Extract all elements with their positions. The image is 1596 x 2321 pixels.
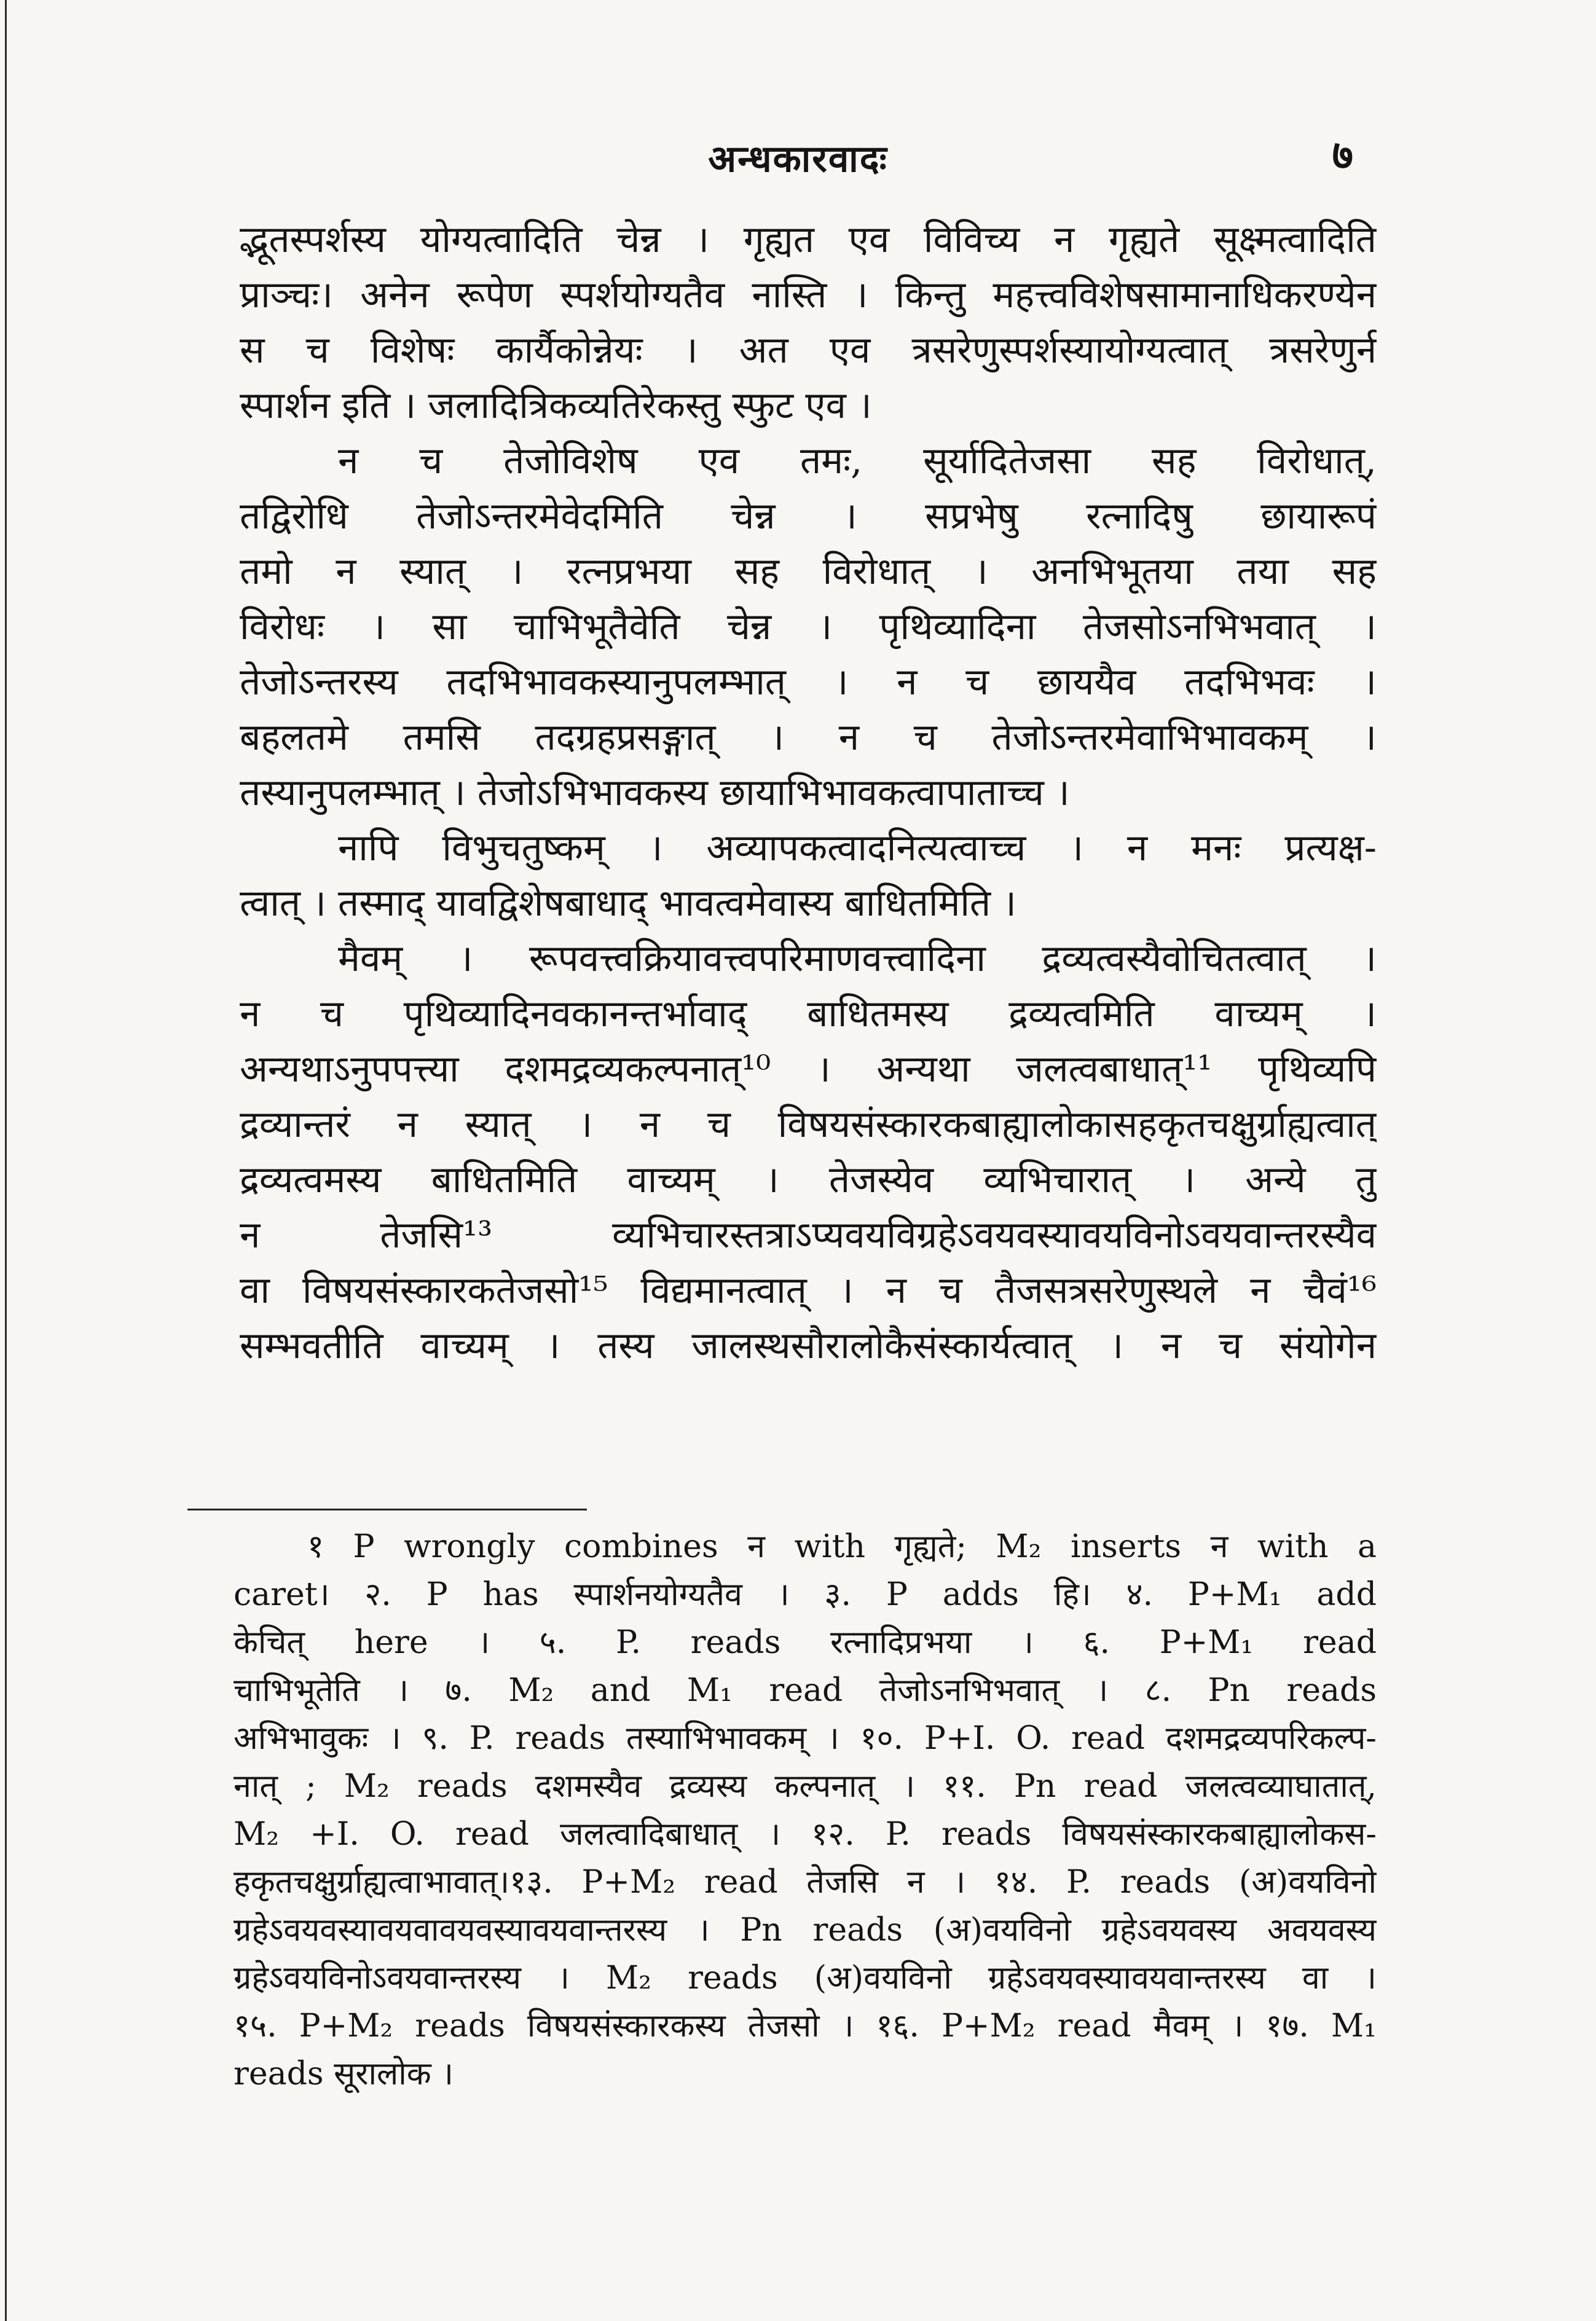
text-line: द्भूतस्पर्शस्य योग्यत्वादिति चेन्न । गृह्यत एव विविच्य न गृह्यते सूक्ष्मत्वादिति [240, 218, 1377, 261]
text-line: तस्यानुपलम्भात् । तेजोऽभिभावकस्य छायाभिभावकत्वापाताच्च । [240, 771, 1070, 814]
footnote-line: चाभिभूतेति । ७. M₂ and M₁ read तेजोऽनभिभवात् । ८. Pn reads [234, 1672, 1377, 1709]
text-line: द्रव्यत्वमस्य बाधितमिति वाच्यम् । तेजस्येव व्यभिचारात् । अन्ये तु [240, 1158, 1377, 1201]
text-line: वा विषयसंस्कारकतेजसो¹⁵ विद्यमानत्वात् । न च तैजसत्रसरेणुस्थले न चैवं¹⁶ [240, 1269, 1377, 1312]
text-line: द्रव्यान्तरं न स्यात् । न च विषयसंस्कारकबाह्यालोकासहकृतचक्षुर्ग्राह्यत्वात् [240, 1103, 1377, 1146]
footnote-line: caret। २. P has स्पार्शनयोग्यतैव । ३. P adds हि। ४. P+M₁ add [234, 1576, 1377, 1613]
footnotes [234, 1523, 1377, 2098]
footnote-line: १५. P+M₂ reads विषयसंस्कारकस्य तेजसो । १६. P+M₂ read मैवम् । १७. M₁ [234, 2008, 1377, 2044]
text-line: नापि विभुचतुष्कम् । अव्यापकत्वादनित्यत्वाच्च । न मनः प्रत्यक्ष- [338, 827, 1377, 870]
footnote-line: हकृतचक्षुर्ग्राह्यत्वाभावात्।१३. P+M₂ read तेजसि न । १४. P. reads (अ)वयविनो [234, 1864, 1377, 1901]
running-title: अन्धकारवादः [708, 138, 888, 181]
footnote-line: ग्रहेऽवयविनोऽवयवान्तरस्य । M₂ reads (अ)वयविनो ग्रहेऽवयवस्यावयवान्तरस्य वा । [234, 1960, 1377, 1997]
footnote-line: नात् ; M₂ reads दशमस्यैव द्रव्यस्य कल्पनात् । ११. Pn read जलत्वव्याघातात्, [234, 1768, 1377, 1805]
main-text [240, 212, 1377, 1373]
text-line: अन्यथाऽनुपपत्त्या दशमद्रव्यकल्पनात्¹⁰ । अन्यथा जलत्वबाधात्¹¹ पृथिव्यपि [240, 1048, 1377, 1091]
text-line: तमो न स्यात् । रत्नप्रभया सह विरोधात् । अनभिभूतया तया सह [240, 550, 1377, 593]
text-line: विरोधः । सा चाभिभूतैवेति चेन्न । पृथिव्यादिना तेजसोऽनभिभवात् । [240, 605, 1377, 648]
text-line: स च विशेषः कार्यैकोन्नेयः । अत एव त्रसरेणुस्पर्शस्यायोग्यत्वात् त्रसरेणुर्न [240, 329, 1377, 372]
text-line: प्राञ्चः। अनेन रूपेण स्पर्शयोग्यतैव नास्ति । किन्तु महत्त्वविशेषसामानाधिकरण्येन [240, 273, 1377, 316]
footnote-line: केचित् here । ५. P. reads रत्नादिप्रभया । ६. P+M₁ read [234, 1624, 1377, 1661]
footnote-line: ग्रहेऽवयवस्यावयवावयवस्यावयवान्तरस्य । Pn reads (अ)वयविनो ग्रहेऽवयवस्य अवयवस्य [234, 1912, 1377, 1949]
footnote-line: M₂ +I. O. read जलत्वादिबाधात् । १२. P. reads विषयसंस्कारकबाह्यालोकस- [234, 1816, 1377, 1853]
text-line: स्पार्शन इति । जलादित्रिकव्यतिरेकस्तु स्फुट एव । [240, 384, 872, 427]
text-line: न च तेजोविशेष एव तमः, सूर्यादितेजसा सह विरोधात्, [338, 439, 1377, 482]
text-line: न च पृथिव्यादिनवकानन्तर्भावाद् बाधितमस्य द्रव्यत्वमिति वाच्यम् । [240, 992, 1377, 1035]
text-line: मैवम् । रूपवत्त्वक्रियावत्त्वपरिमाणवत्त्वादिना द्रव्यत्वस्यैवोचितत्वात् । [338, 937, 1377, 980]
text-line: न तेजसि¹³ व्यभिचारस्तत्राऽप्यवयविग्रहेऽवयवस्यावयविनोऽवयवान्तरस्यैव [240, 1214, 1377, 1257]
footnote-line: अभिभावुकः । ९. P. reads तस्याभिभावकम् । १०. P+I. O. read दशमद्रव्यपरिकल्प- [234, 1720, 1377, 1757]
footnote-divider [187, 1509, 587, 1510]
footnote-line: १ P wrongly combines न with गृह्यते; M₂ inserts न with a [307, 1528, 1377, 1565]
text-line: त्वात् । तस्माद् यावद्विशेषबाधाद् भावत्वमेवास्य बाधितमिति । [240, 882, 1016, 925]
text-line: बहलतमे तमसि तदग्रहप्रसङ्गात् । न च तेजोऽन्तरमेवाभिभावकम् । [240, 716, 1377, 759]
footnote-line: reads सूरालोक । [234, 2056, 454, 2092]
page-number: ७ [1332, 131, 1353, 179]
text-line: सम्भवतीति वाच्यम् । तस्य जालस्थसौरालोकैसंस्कार्यत्वात् । न च संयोगेन [240, 1324, 1377, 1367]
text-line: तद्विरोधि तेजोऽन्तरमेवेदमिति चेन्न । सप्रभेषु रत्नादिषु छायारूपं [240, 495, 1377, 538]
text-line: तेजोऽन्तरस्य तदभिभावकस्यानुपलम्भात् । न च छाययैव तदभिभवः । [240, 661, 1377, 704]
